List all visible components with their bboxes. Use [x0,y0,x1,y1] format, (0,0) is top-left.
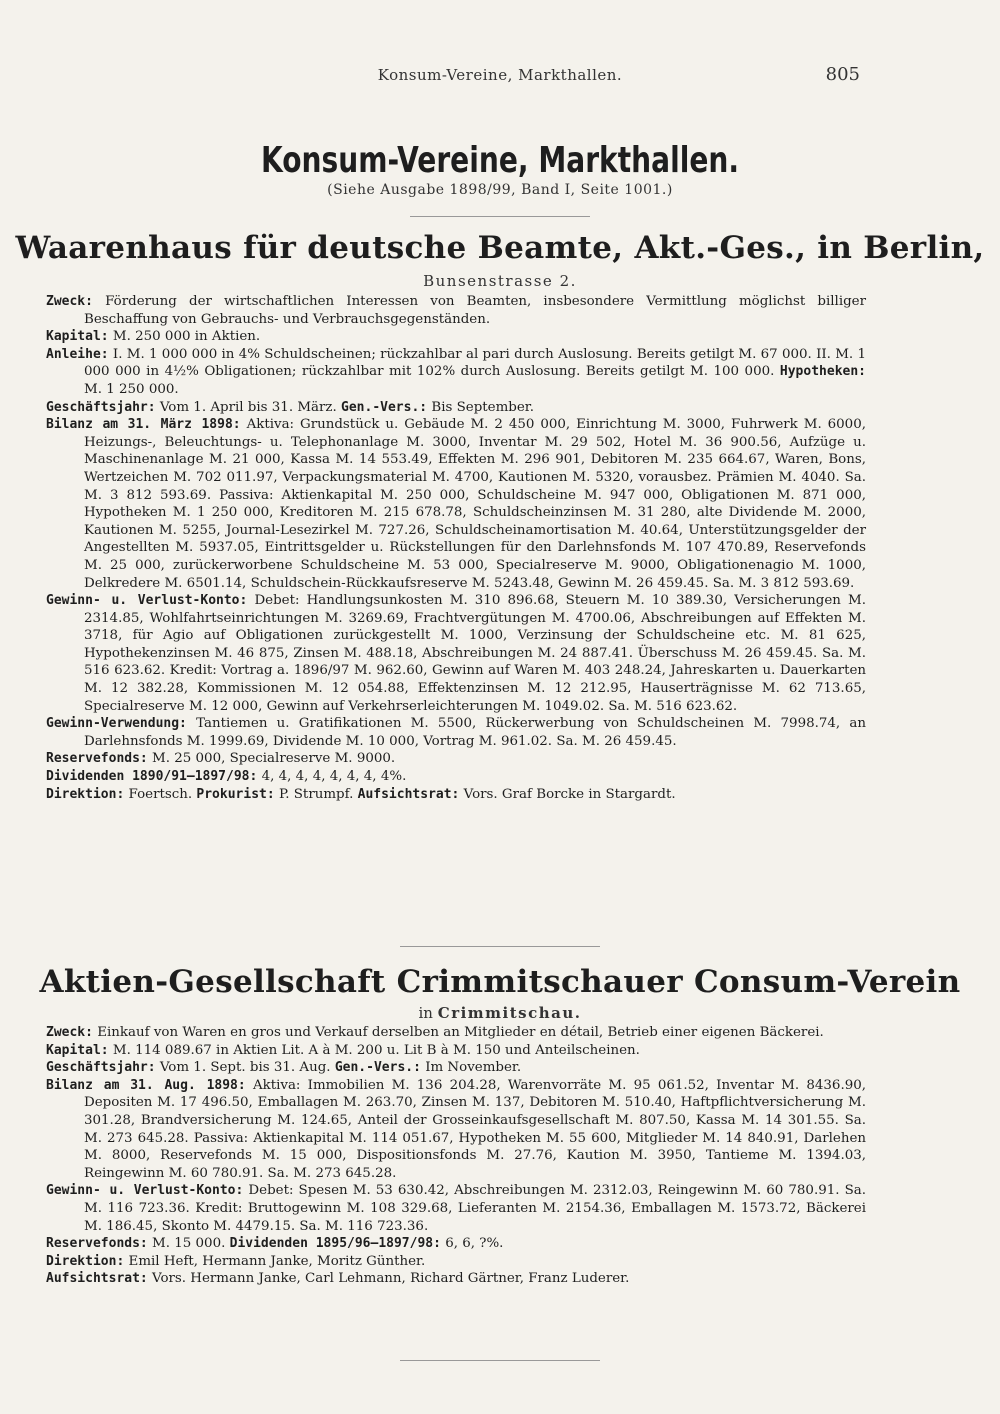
location-name: Crimmitschau. [437,1004,582,1022]
entry-label: Gen.-Vers.: [334,1060,421,1076]
entry-text: 4, 4, 4, 4, 4, 4, 4, 4%. [261,769,407,785]
entry-label: Zweck: [46,1025,93,1040]
entry-label: Kapital: [46,329,109,345]
entry-text: M. 25 000, Specialreserve M. 9000. [152,751,396,767]
location-prefix: in [418,1004,433,1022]
entry-label: Gewinn- u. Verlust-Konto: [46,1183,244,1199]
entry-paragraph [46,346,866,399]
divider [400,1360,600,1361]
entry-label: Direktion: [46,786,125,802]
entry-text: Förderung der wirtschaftlichen Interessen von Beamten, insbesondere Vermittlung möglichst billiger Beschaffung von Gebrauchs- und Verbrauchsgegenständen. [84,294,866,327]
entry-paragraph [46,1182,866,1235]
entry-text: M. 1 250 000. [84,381,179,397]
entry-label: Geschäftsjahr: [46,1060,156,1076]
entry-paragraph [46,416,866,592]
entry-label: Reservefonds: [46,751,148,767]
company-entries [46,1024,866,1288]
entry-label: Gen.-Vers.: [341,399,428,415]
entry-text: Tantiemen u. Gratifikationen M. 5500, Rückerwerbung von Schuldscheinen M. 7998.74, an Darlehnsfonds M. 1999.69, Dividende M. 10 000, Vortrag M. 961.02. Sa. M. 26 459.45. [84,716,866,749]
entry-paragraph [46,1077,866,1183]
entry-label: Gewinn- u. Verlust-Konto: [46,593,248,609]
entry-text: M. 250 000 in Aktien. [112,329,261,345]
entry-text: Bis September. [431,399,534,415]
entry-label: Gewinn-Verwendung: [46,716,187,732]
company-entries [46,293,866,803]
entry-paragraph [46,750,866,768]
entry-label: Aufsichtsrat: [357,786,460,802]
running-header: Konsum-Vereine, Markthallen. [377,66,623,84]
entry-text: P. Strumpf. [278,786,354,802]
entry-text: 6, 6, ?%. [445,1236,504,1252]
divider [400,946,600,947]
entry-text: Im November. [425,1060,522,1076]
entry-text: M. 15 000. [152,1236,226,1252]
entry-paragraph [46,1270,866,1288]
entry-paragraph [46,1042,866,1060]
entry-label: Bilanz am 31. März 1898: [46,417,241,433]
entry-label: Dividenden 1895/96—1897/98: [229,1236,441,1252]
entry-text: Foertsch. [128,786,193,802]
company-address-text: Bunsenstrasse 2. [423,272,577,290]
company-title: Waarenhaus für deutsche Beamte, Akt.-Ges., in Berlin, [15,230,985,266]
entry-label: Direktion: [46,1253,125,1269]
entry-text: Aktiva: Grundstück u. Gebäude M. 2 450 000, Einrichtung M. 3000, Fuhrwerk M. 6000, Heizungs-, Beleuchtungs- u. Telephonanlage M. 3000, Inventar M. 29 502, Hotel M. 36 900.56, Aufzüge u. Maschinenanlage M. 21 000, Kassa M. 14 553.49, Effekten M. 296 901, Debitoren M. 235 664.67, Waren, Bons, Wertzeichen M. 702 011.97, Verpackungsmaterial M. 4700, Kautionen M. 5320, vorausbez. Prämien M. 4040. Sa. M. 3 812 593.69. Passiva: Aktienkapital M. 250 000, Schuldscheine M. 947 000, Obligationen M. 871 000, Hypotheken M. 1 250 000, Kreditoren M. 215 678.78, Schuldscheinzinsen M. 31 280, alte Dividende M. 2000, Kautionen M. 5255, Journal-Lesezirkel M. 727.26, Schuldscheinamortisation M. 40.64, Unterstützungsgelder der Angestellten M. 5937.05, Eintrittsgelder u. Rückstellungen für den Darlehnsfonds M. 107 470.89, Reservefonds M. 25 000, zurückerworbene Schuldscheine M. 53 000, Specialreserve M. 9000, Obligationenagio M. 1000, Delkredere M. 6501.14, Schuldschein-Rückkaufsreserve M. 5243.48, Gewinn M. 26 459.45. Sa. M. 3 812 593.69. [84,417,866,591]
entry-paragraph [46,1253,866,1271]
entry-label: Hypotheken: [779,364,866,380]
entry-paragraph [46,715,866,750]
entry-label: Anleihe: [46,346,109,362]
entry-label: Reservefonds: [46,1236,148,1252]
divider [410,216,590,217]
entry-text: Vors. Hermann Janke, Carl Lehmann, Richard Gärtner, Franz Luderer. [152,1271,630,1287]
entry-paragraph [46,592,866,715]
company-address [0,272,1000,290]
entry-paragraph [46,293,866,328]
entry-text: Vors. Graf Borcke in Stargardt. [463,786,676,802]
entry-label: Aufsichtsrat: [46,1271,148,1287]
entry-paragraph [46,768,866,786]
section-title: Konsum-Vereine, Markthallen. [260,140,740,181]
entry-paragraph [46,786,866,804]
entry-text: M. 114 089.67 in Aktien Lit. A à M. 200 u. Lit B à M. 150 und Anteilscheinen. [112,1042,640,1058]
entry-text: Aktiva: Immobilien M. 136 204.28, Warenvorräte M. 95 061.52, Inventar M. 8436.90, Depositen M. 17 496.50, Emballagen M. 263.70, Zinsen M. 137, Debitoren M. 510.40, Haftpflichtversicherung M. 301.28, Brandversicherung M. 124.65, Anteil der Grosseinkaufsgesellschaft M. 807.50, Kassa M. 14 301.55. Sa. M. 273 645.28. Passiva: Aktienkapital M. 114 051.67, Hypotheken M. 55 600, Mitglieder M. 14 840.91, Darlehen M. 8000, Reservefonds M. 15 000, Dispositionsfonds M. 27.76, Kaution M. 3950, Tantieme M. 1394.03, Reingewinn M. 60 780.91. Sa. M. 273 645.28. [84,1077,866,1181]
entry-paragraph [46,328,866,346]
entry-label: Prokurist: [196,786,275,802]
entry-paragraph [46,1235,866,1253]
entry-text: Debet: Spesen M. 53 630.42, Abschreibungen M. 2312.03, Reingewinn M. 60 780.91. Sa. M. 116 723.36. Kredit: Bruttogewinn M. 108 329.68, Lieferanten M. 2154.36, Emballagen M. 1573.72, Bäckerei M. 186.45, Skonto M. 4479.15. Sa. M. 116 723.36. [84,1183,866,1234]
entry-paragraph [46,1059,866,1077]
entry-paragraph [46,1024,866,1042]
entry-text: Debet: Handlungsunkosten M. 310 896.68, Steuern M. 10 389.30, Versicherungen M. 2314.85, Wohlfahrtseinrichtungen M. 3269.69, Frachtvergütungen M. 4700.06, Abschreibungen auf Effekten M. 3718, für Agio auf Obligationen zurückgestellt M. 1000, Verzinsung der Schuldscheine etc. M. 81 625, Hypothekenzinsen M. 46 875, Zinsen M. 488.18, Abschreibungen M. 24 887.41. Überschuss M. 26 459.45. Sa. M. 516 623.62. Kredit: Vortrag a. 1896/97 M. 962.60, Gewinn auf Waren M. 403 248.24, Jahreskarten u. Dauerkarten M. 12 382.28, Kommissionen M. 12 054.88, Effektenzinsen M. 12 212.95, Hauserträgnisse M. 62 713.65, Specialreserve M. 12 000, Gewinn auf Verkehrserleichterungen M. 1049.02. Sa. M. 516 623.62. [84,593,866,714]
entry-label: Zweck: [46,294,93,309]
company-location [0,1004,1000,1022]
company-title: Aktien-Gesellschaft Crimmitschauer Consum-Verein [39,964,961,1000]
entry-label: Kapital: [46,1042,109,1058]
entry-text: Vom 1. April bis 31. März. [159,399,337,415]
entry-label: Geschäftsjahr: [46,399,156,415]
entry-text: Emil Heft, Hermann Janke, Moritz Günther. [128,1253,426,1269]
entry-text: Einkauf von Waren en gros und Verkauf derselben an Mitglieder en détail, Betrieb einer eigenen Bäckerei. [97,1025,824,1040]
entry-label: Dividenden 1890/91—1897/98: [46,769,258,785]
entry-text: Vom 1. Sept. bis 31. Aug. [159,1060,331,1076]
section-subtitle: (Siehe Ausgabe 1898/99, Band I, Seite 1001.) [327,182,673,198]
page-number: 805 [825,64,860,85]
entry-label: Bilanz am 31. Aug. 1898: [46,1077,246,1093]
entry-text: I. M. 1 000 000 in 4% Schuldscheinen; rückzahlbar al pari durch Auslosung. Bereits getilgt M. 67 000. II. M. 1 000 000 in 4½% Obligationen; rückzahlbar mit 102% durch Auslosung. Bereits getilgt M. 100 000. [84,346,866,380]
entry-paragraph [46,399,866,417]
